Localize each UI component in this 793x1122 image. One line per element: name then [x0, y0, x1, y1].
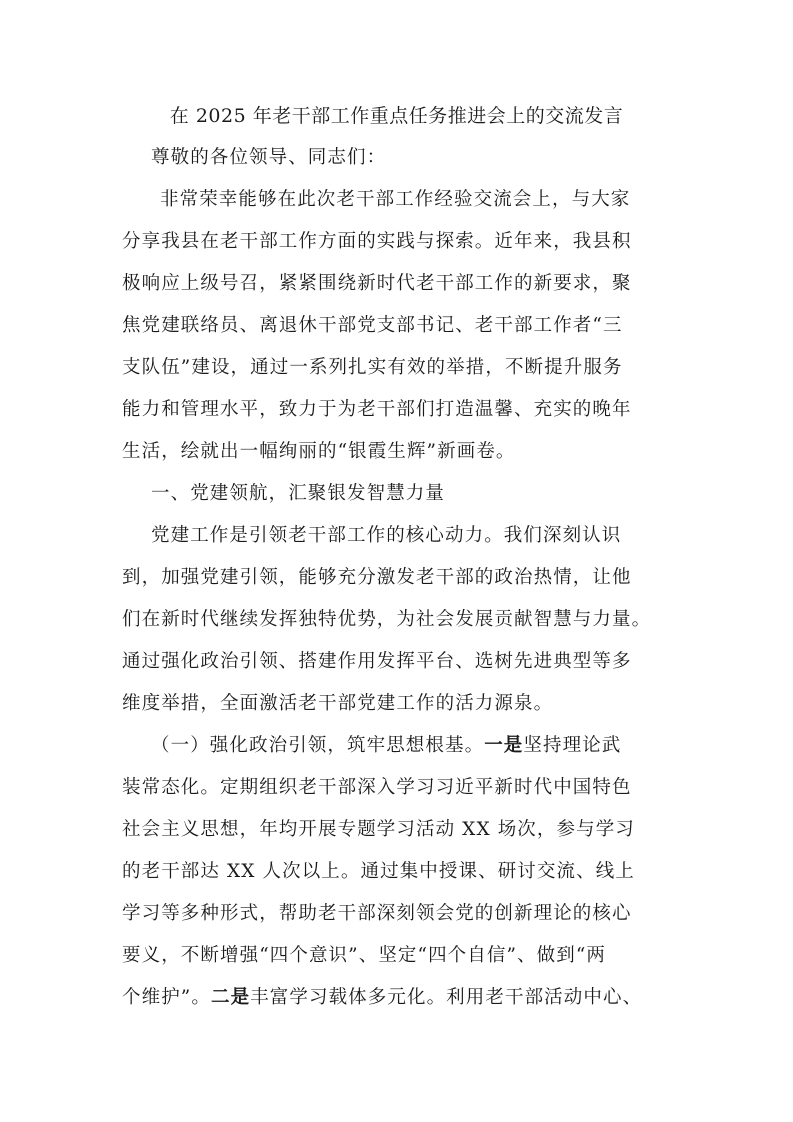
- paragraph-line: 的老干部达 XX 人次以上。通过集中授课、研讨交流、线上: [122, 861, 635, 882]
- paragraph-line: 非常荣幸能够在此次老干部工作经验交流会上，与大家: [160, 189, 631, 210]
- paragraph-line: 学习等多种形式，帮助老干部深刻领会党的创新理论的核心: [122, 903, 632, 924]
- paragraph-line: 支队伍”建设，通过一系列扎实有效的举措，不断提升服务: [122, 357, 623, 378]
- point-text: 坚持理论武: [523, 735, 622, 756]
- paragraph-line: 们在新时代继续发挥独特优势，为社会发展贡献智慧与力量。: [122, 609, 652, 630]
- document-title: 在 2025 年老干部工作重点任务推进会上的交流发言: [169, 105, 624, 127]
- point-text: 丰富学习载体多元化。利用老干部活动中心、: [250, 987, 643, 1008]
- paragraph-line: 焦党建联络员、离退休干部党支部书记、老干部工作者“三: [122, 315, 623, 336]
- paragraph-line: 要义，不断增强“四个意识”、坚定“四个自信”、做到“两: [122, 945, 606, 966]
- point-marker: 二是: [210, 987, 251, 1008]
- paragraph-line: 党建工作是引领老干部工作的核心动力。我们深刻认识: [151, 525, 622, 546]
- section-heading: 一、党建领航，汇聚银发智慧力量: [151, 483, 446, 504]
- paragraph-line: 分享我县在老干部工作方面的实践与探索。近年来，我县积: [122, 231, 632, 252]
- paragraph-line: [122, 985, 682, 1011]
- point-text: 个维护”。: [122, 987, 211, 1008]
- paragraph-line: 极响应上级号召，紧紧围绕新时代老干部工作的新要求，聚: [122, 273, 632, 294]
- paragraph-line: 生活，绘就出一幅绚丽的“银霞生辉”新画卷。: [122, 441, 516, 462]
- paragraph-line: 通过强化政治引领、搭建作用发挥平台、选树先进典型等多: [122, 651, 632, 672]
- paragraph-line: 维度举措，全面激活老干部党建工作的活力源泉。: [122, 693, 554, 714]
- paragraph-line: 能力和管理水平，致力于为老干部们打造温馨、充实的晚年: [122, 399, 632, 420]
- salutation: 尊敬的各位领导、同志们：: [151, 147, 387, 168]
- paragraph-line: 社会主义思想，年均开展专题学习活动 XX 场次，参与学习: [122, 819, 635, 840]
- point-marker: 一是: [484, 735, 524, 756]
- paragraph-line: 装常态化。定期组织老干部深入学习习近平新时代中国特色: [122, 777, 632, 798]
- subsection-line: [151, 733, 711, 759]
- subsection-heading: （一）强化政治引领，筑牢思想根基。: [151, 735, 485, 756]
- paragraph-line: 到，加强党建引领，能够充分激发老干部的政治热情，让他: [122, 567, 632, 588]
